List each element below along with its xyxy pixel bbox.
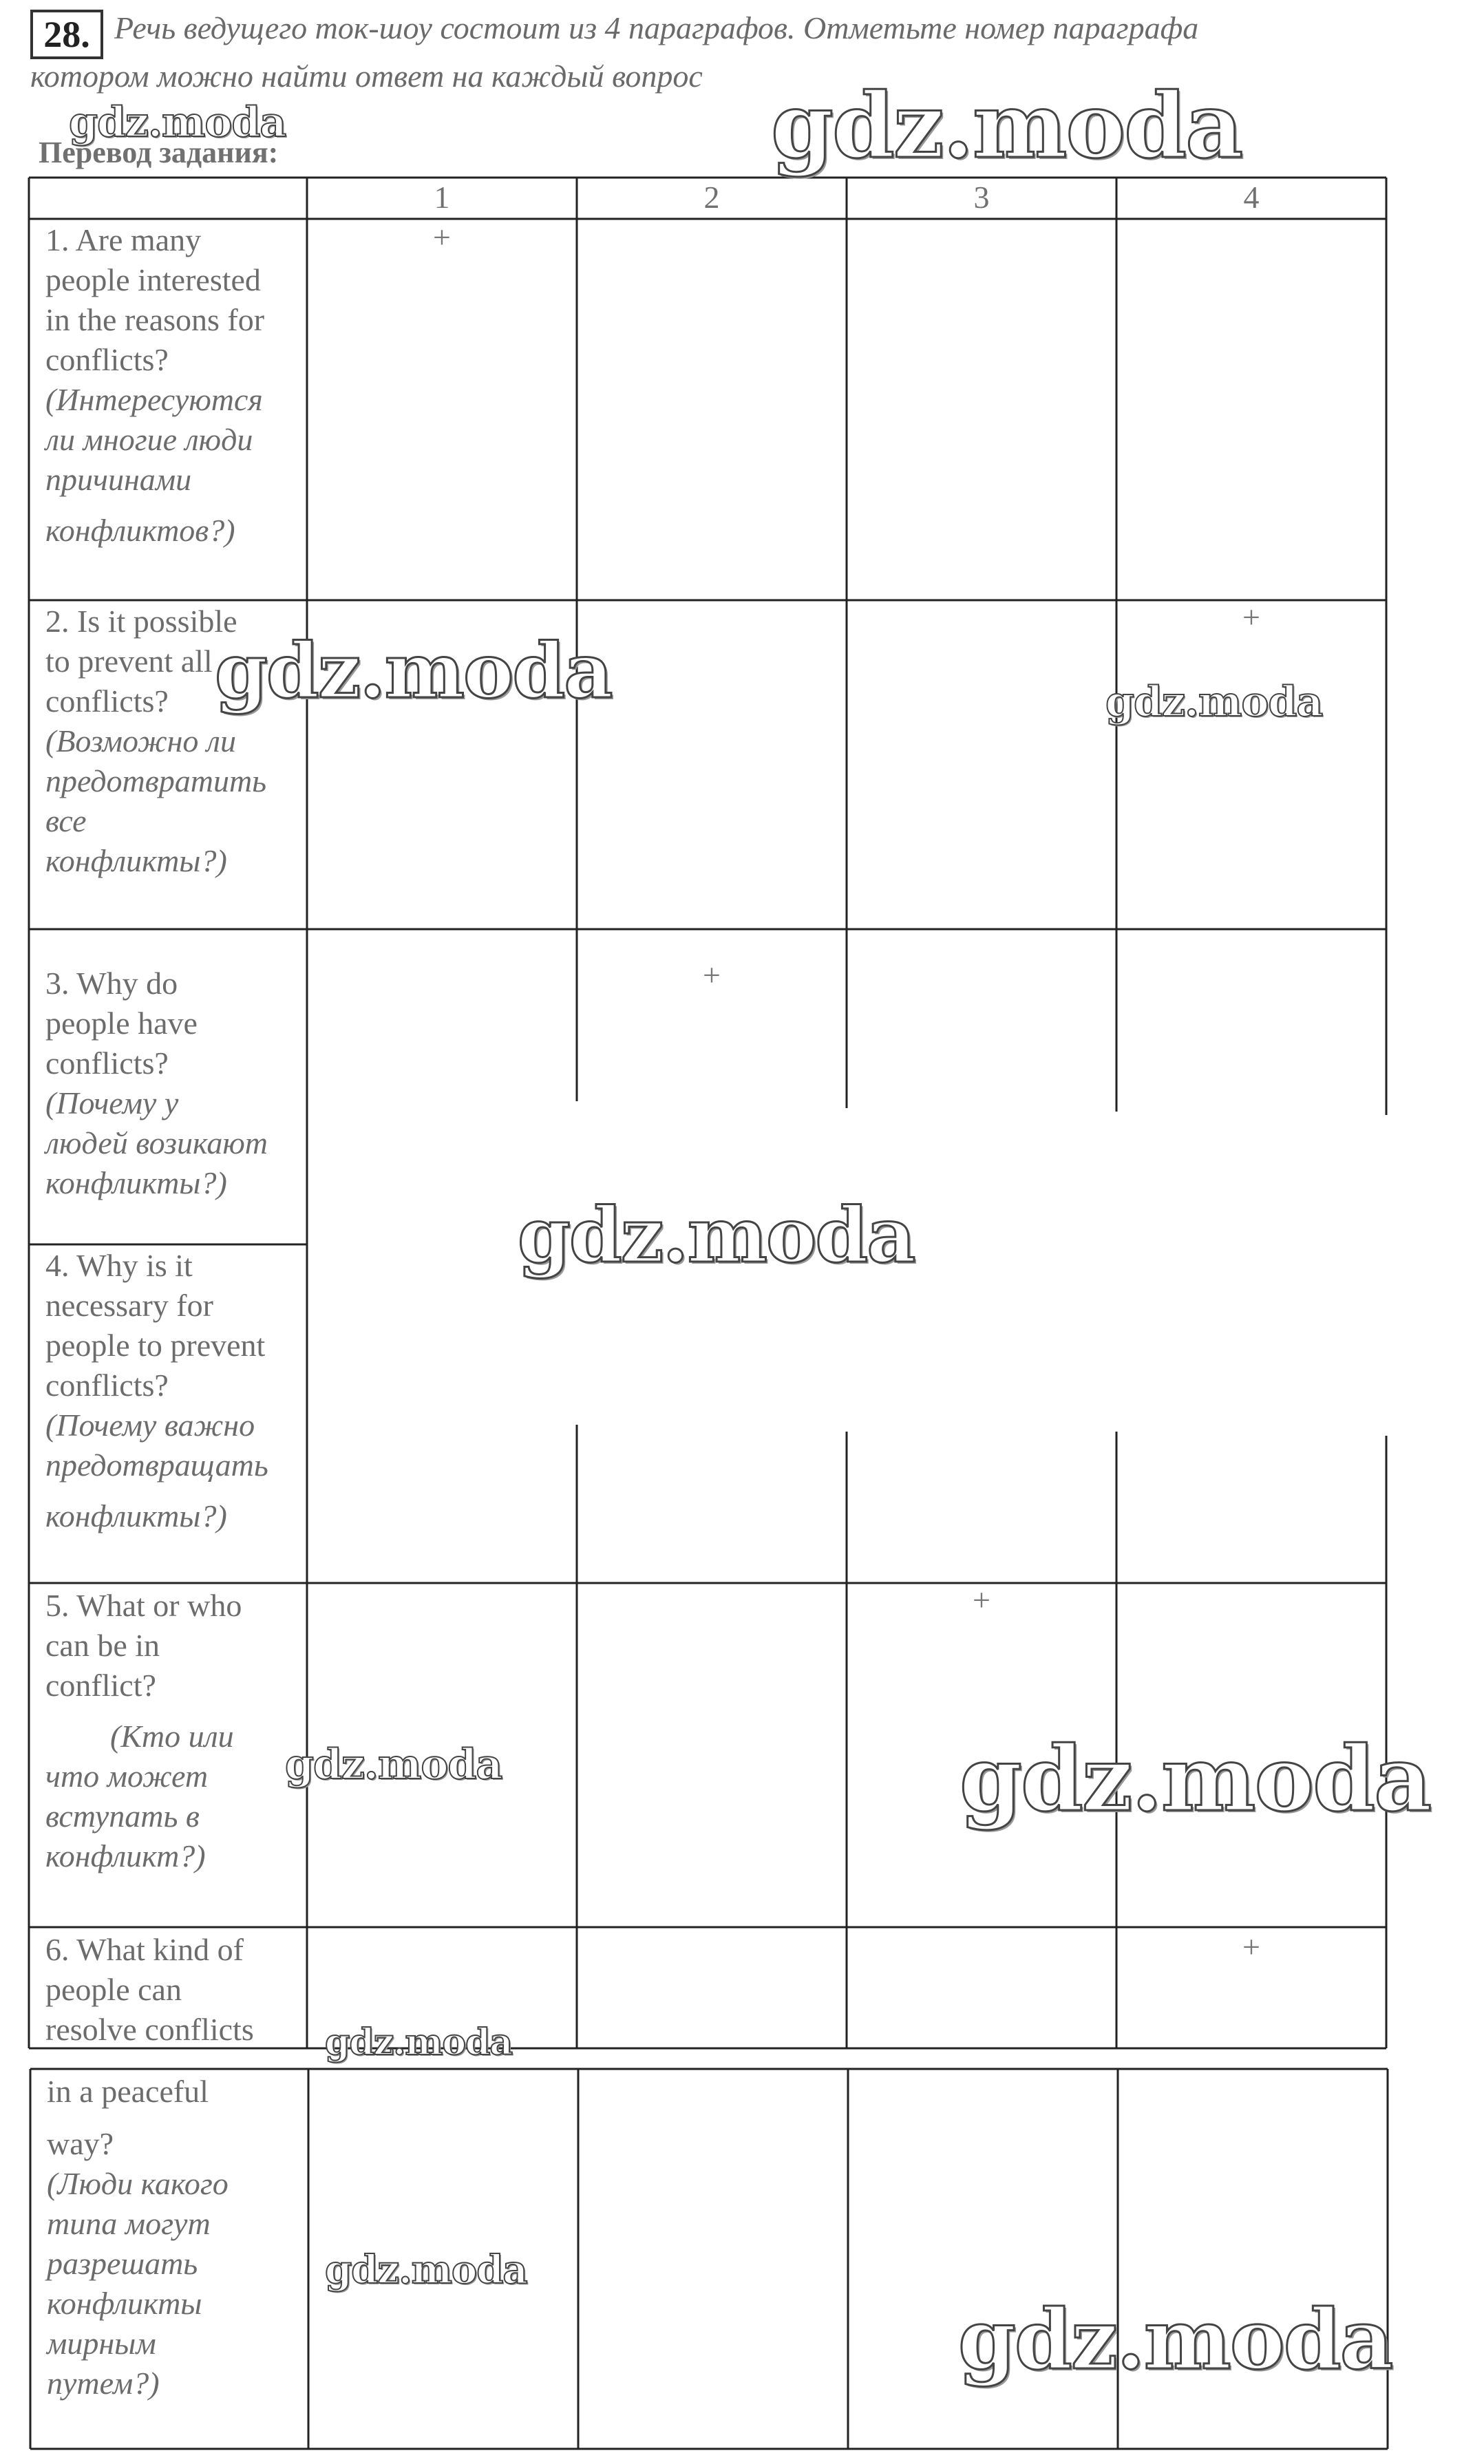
column-header-3: 3 xyxy=(973,180,990,215)
translation-label: Перевод задания: xyxy=(39,136,279,169)
question-ru-line: типа могут xyxy=(47,2206,211,2241)
question-ru-line: (Почему важно xyxy=(45,1408,255,1443)
answer-mark-row-5: + xyxy=(973,1582,990,1617)
question-ru-line: путем?) xyxy=(47,2366,160,2401)
question-ru-line: мирным xyxy=(47,2326,156,2361)
question-en-line: people interested xyxy=(45,262,261,297)
question-en-line: people to prevent xyxy=(45,1328,266,1363)
column-header-2: 2 xyxy=(703,180,720,215)
answer-mark-row-1: + xyxy=(433,220,451,255)
question-ru-line: (Кто или xyxy=(110,1719,234,1754)
question-en-line: conflicts? xyxy=(45,342,169,377)
question-en-line: can be in xyxy=(45,1628,160,1663)
question-ru-line: вступать в xyxy=(45,1798,200,1834)
question-ru-line: причинами xyxy=(45,462,192,497)
question-cell-5 xyxy=(45,1586,307,1876)
watermark: gdz.moda xyxy=(285,1741,502,1789)
question-ru-line: предотвращать xyxy=(45,1447,268,1483)
question-en-line: conflicts? xyxy=(45,1368,169,1403)
question-en-line: resolve conflicts xyxy=(45,2012,254,2047)
question-en-line: 2. Is it possible xyxy=(45,604,237,639)
question-en-line: 4. Why is it xyxy=(45,1248,193,1283)
question-en-line: in a peaceful xyxy=(47,2074,209,2109)
watermark: gdz.moda xyxy=(1105,678,1323,726)
watermark: gdz.moda xyxy=(325,2021,513,2063)
question-en-line: 1. Are many xyxy=(45,222,202,257)
question-ru-line: ли многие люди xyxy=(45,422,253,457)
question-en-line: 6. What kind of xyxy=(45,1932,244,1967)
question-ru-line: (Почему у xyxy=(45,1085,179,1121)
question-cell-6-continued xyxy=(47,2072,308,2403)
question-ru-line: что может xyxy=(45,1759,209,1794)
column-header-4: 4 xyxy=(1243,180,1260,215)
watermark: gdz.moda xyxy=(69,98,286,147)
task-number: 28. xyxy=(30,10,103,59)
question-ru-line: конфликты?) xyxy=(45,843,227,878)
question-en-line: people have xyxy=(45,1006,198,1041)
question-ru-line: конфликты?) xyxy=(45,1165,227,1200)
question-en-line: conflicts? xyxy=(45,1045,169,1081)
question-ru-line: (Люди какого xyxy=(47,2166,229,2201)
question-cell-1 xyxy=(45,220,307,551)
question-ru-line: все xyxy=(45,803,87,838)
question-ru-line: (Интересуются xyxy=(45,382,263,417)
question-en-line: 5. What or who xyxy=(45,1588,242,1623)
question-cell-3 xyxy=(45,964,307,1203)
watermark: gdz.moda xyxy=(960,1726,1431,1831)
question-ru-line: предотвратить xyxy=(45,763,267,798)
question-ru-line: конфликт?) xyxy=(45,1838,206,1873)
answer-mark-row-3: + xyxy=(703,957,721,992)
question-ru-line: людей возикают xyxy=(45,1125,268,1160)
question-en-line: 3. Why do xyxy=(45,966,178,1001)
answer-mark-row-2: + xyxy=(1242,599,1260,635)
question-en-line: way? xyxy=(47,2126,114,2161)
question-en-line: people can xyxy=(45,1972,182,2007)
question-en-line: conflicts? xyxy=(45,683,169,719)
question-ru-line: конфликты xyxy=(47,2286,202,2321)
question-en-line: to prevent all xyxy=(45,644,213,679)
question-ru-line: (Возможно ли xyxy=(45,723,236,758)
question-ru-line: конфликты?) xyxy=(45,1498,227,1533)
question-en-line: conflict? xyxy=(45,1668,156,1703)
watermark: gdz.moda xyxy=(518,1191,915,1279)
question-cell-4 xyxy=(45,1246,307,1536)
watermark: gdz.moda xyxy=(958,2291,1392,2388)
question-ru-line: разрешать xyxy=(47,2246,198,2281)
watermark: gdz.moda xyxy=(215,626,612,715)
instruction-line-1: Речь ведущего ток-шоу состоит из 4 параграфов. Отметьте номер параграфа xyxy=(114,10,1199,45)
question-en-line: in the reasons for xyxy=(45,302,265,337)
watermark: gdz.moda xyxy=(771,73,1242,178)
question-cell-6 xyxy=(45,1930,307,2050)
question-ru-line: конфликтов?) xyxy=(45,513,235,548)
answer-mark-row-6: + xyxy=(1242,1929,1260,1964)
question-en-line: necessary for xyxy=(45,1288,213,1323)
column-header-1: 1 xyxy=(434,180,450,215)
instruction-line-2: котором можно найти ответ на каждый вопрос xyxy=(30,59,703,94)
watermark: gdz.moda xyxy=(325,2247,527,2293)
